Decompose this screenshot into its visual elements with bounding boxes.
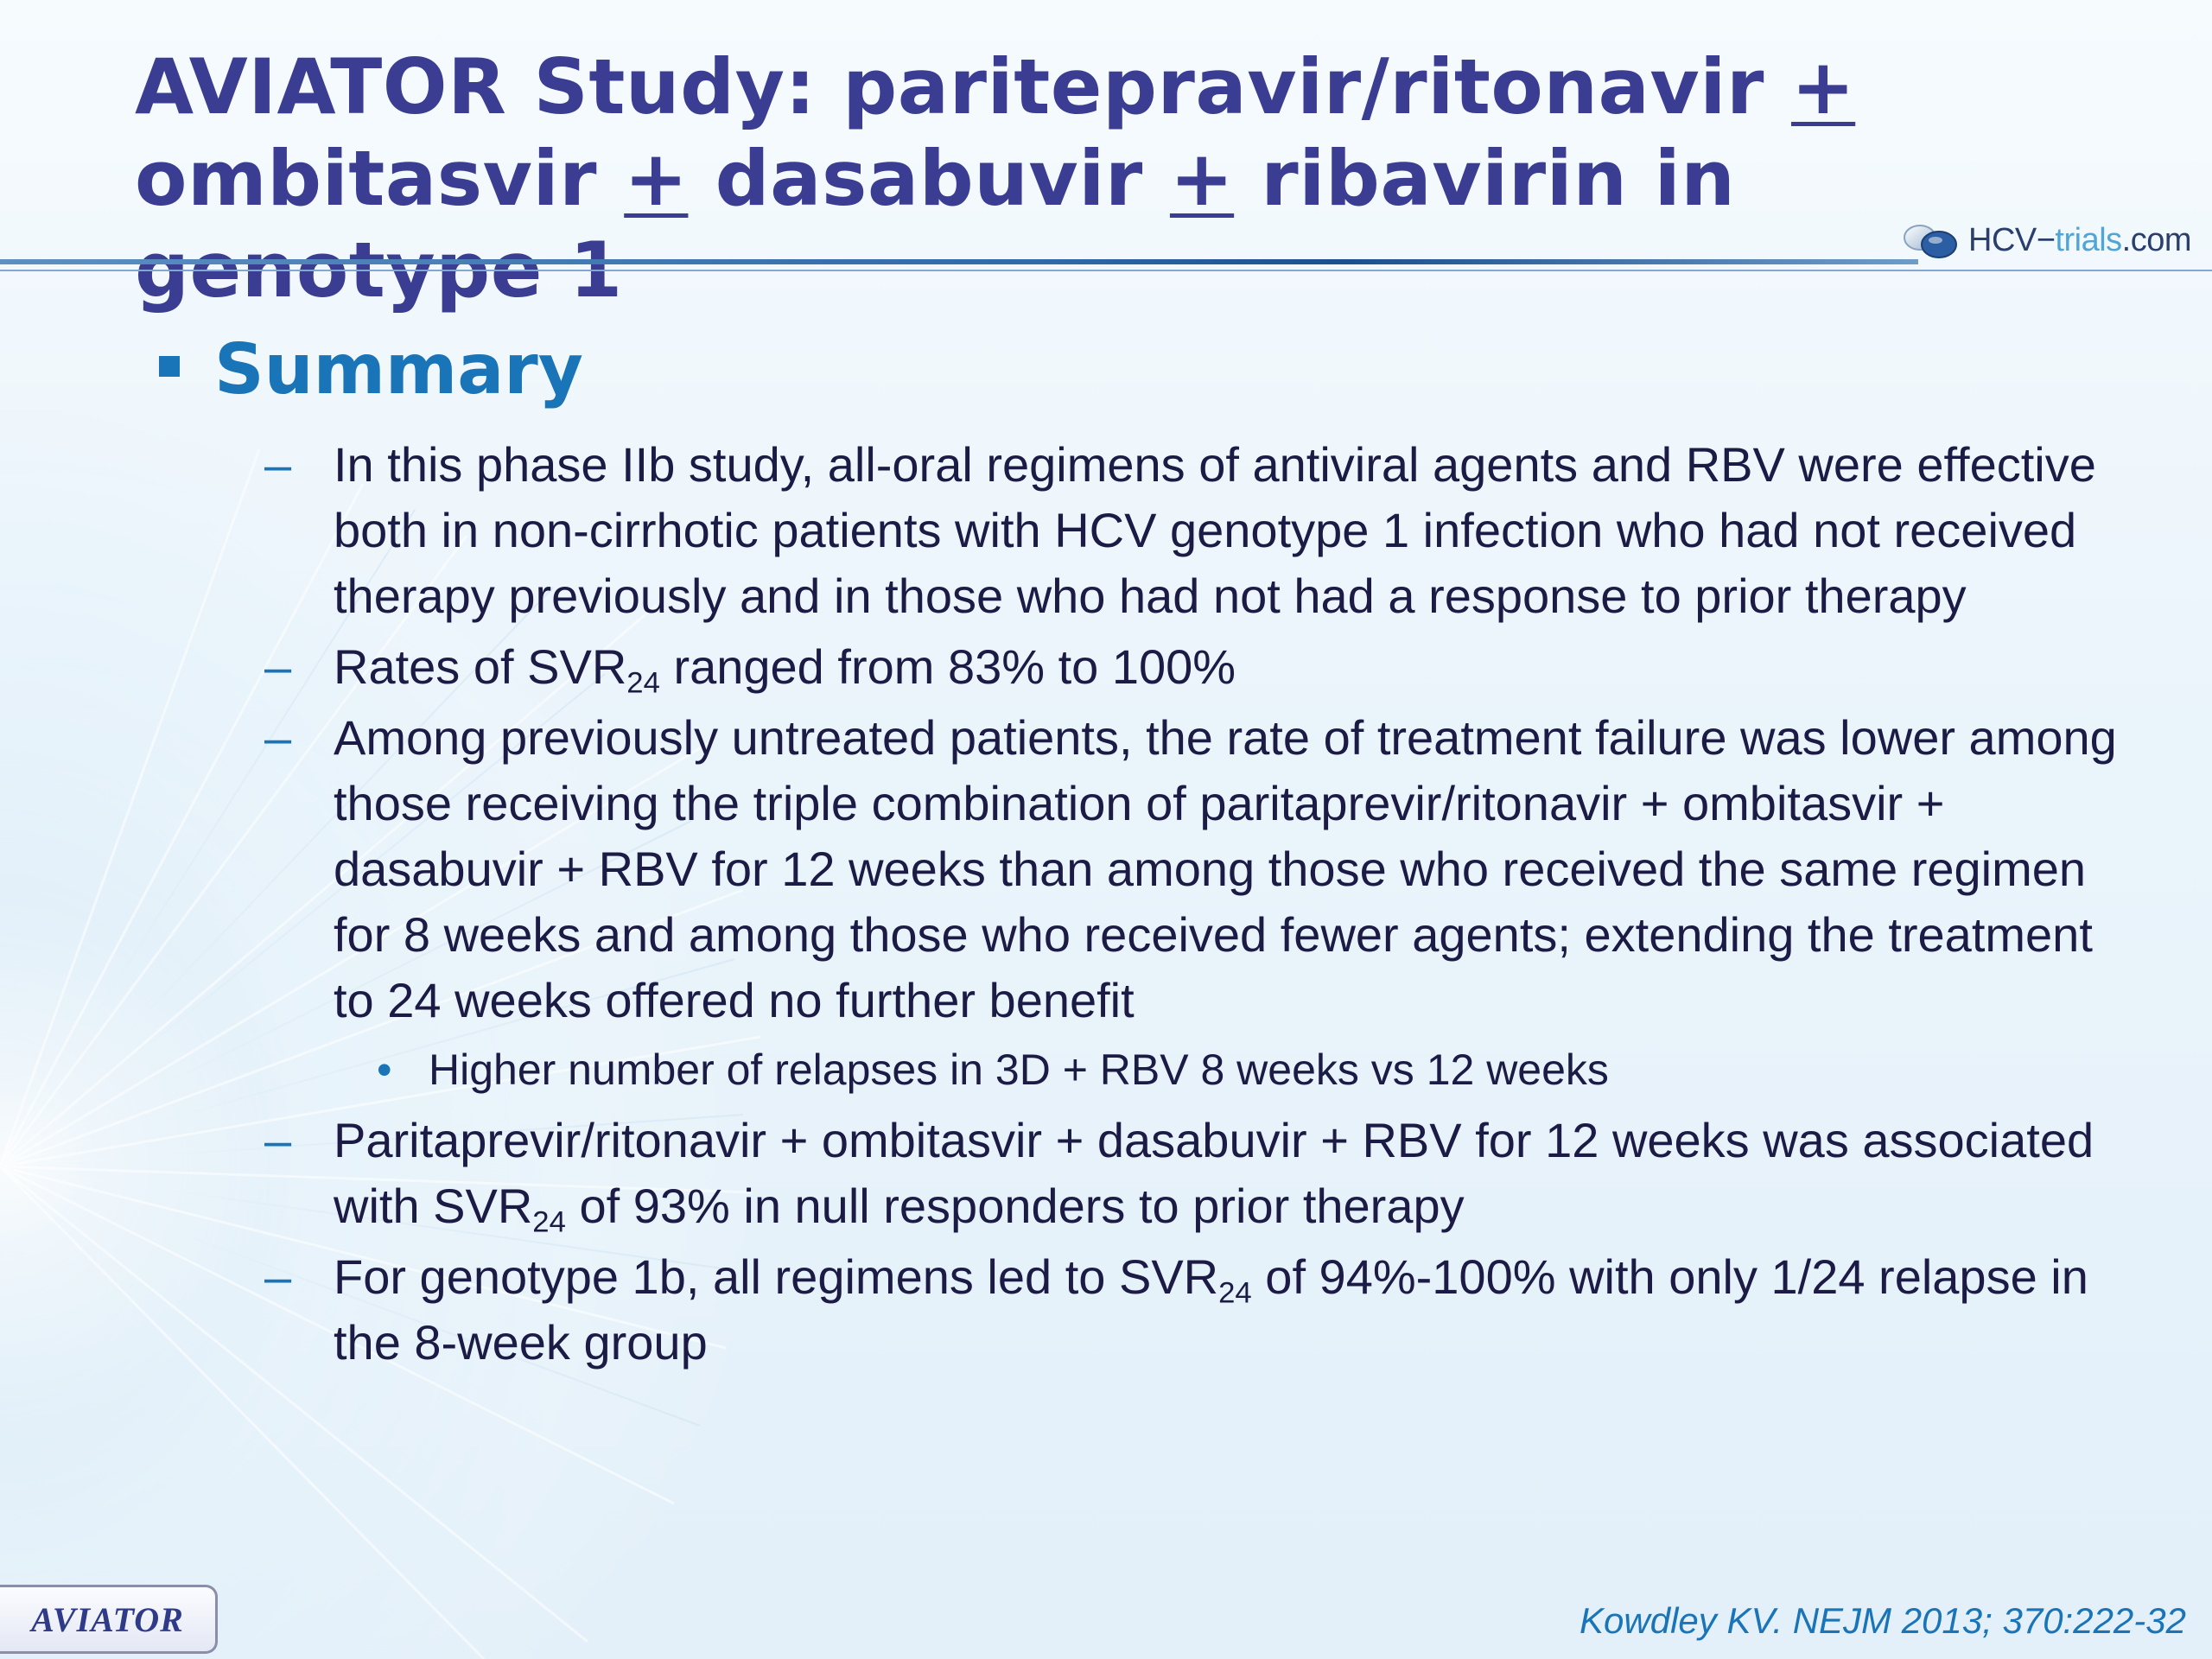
slide-title xyxy=(135,41,2122,316)
plus-minus-symbol: + xyxy=(624,134,689,223)
summary-item xyxy=(259,634,2126,700)
subscript: 24 xyxy=(626,666,660,700)
plus-minus-symbol: + xyxy=(1169,134,1235,223)
dash-bullet: – xyxy=(264,1113,292,1167)
item-text: Paritaprevir/ritonavir + ombitasvir + dasabuvir + RBV for 12 weeks was associated with SVR xyxy=(334,1113,2094,1233)
section-heading: Summary xyxy=(214,329,583,410)
dash-bullet: – xyxy=(264,639,292,694)
square-bullet-icon xyxy=(159,356,180,377)
logo-suffix: .com xyxy=(2121,221,2192,258)
title-line1-text: AVIATOR Study: paritepravir/ritonavir xyxy=(135,42,1791,131)
dot-bullet: • xyxy=(377,1046,392,1094)
pill-icon xyxy=(1901,219,1961,262)
item-text: Among previously untreated patients, the rate of treatment failure was lower among those receiving the triple combination of paritaprevir/ritonavir + ombitasvir + dasabuvir + RBV for 12 weeks than among those who received the same regimen for 8 weeks and among those who received fewer agents; extending the treatment to 24 weeks offered no further benefit xyxy=(334,710,2117,1027)
summary-item xyxy=(259,1108,2126,1239)
item-text: of 93% in null responders to prior therapy xyxy=(565,1179,1465,1233)
dash-bullet: – xyxy=(264,1249,292,1304)
item-text: In this phase IIb study, all-oral regimens of antiviral agents and RBV were effective both in non-cirrhotic patients with HCV genotype 1 infection who had not received therapy previously and in those who had not had a response to prior therapy xyxy=(334,437,2096,623)
summary-item xyxy=(259,1244,2126,1376)
logo-prefix: HCV− xyxy=(1968,221,2056,258)
plus-minus-symbol: + xyxy=(1790,42,1856,131)
title-divider xyxy=(0,259,1918,264)
title-line2-text-b: dasabuvir xyxy=(688,134,1170,223)
dash-bullet: – xyxy=(264,710,292,765)
summary-section xyxy=(159,327,583,413)
study-tag-label: AVIATOR xyxy=(31,1599,184,1639)
title-line2-text-a: ombitasvir xyxy=(135,134,625,223)
subitem-text: Higher number of relapses in 3D + RBV 8 weeks vs 12 weeks xyxy=(429,1046,1609,1094)
summary-item xyxy=(259,432,2126,629)
title-line2-text-c: ribavirin in xyxy=(1261,134,1736,223)
study-tag xyxy=(0,1585,218,1654)
summary-list xyxy=(259,432,2126,1381)
item-text: Rates of SVR xyxy=(334,639,627,694)
citation: Kowdley KV. NEJM 2013; 370:222-32 xyxy=(1580,1600,2186,1641)
summary-subitem xyxy=(259,1039,2126,1101)
subscript: 24 xyxy=(532,1205,566,1239)
item-text: ranged from 83% to 100% xyxy=(659,639,1236,694)
item-text: of 94%-100% with only 1/24 relapse in the 8-week group xyxy=(334,1249,2088,1370)
dash-bullet: – xyxy=(264,437,292,492)
subscript: 24 xyxy=(1218,1276,1252,1310)
title-divider-thin xyxy=(0,270,2212,271)
item-text: For genotype 1b, all regimens led to SVR xyxy=(334,1249,1219,1304)
logo-middle: trials xyxy=(2055,221,2122,258)
summary-item xyxy=(259,705,2126,1033)
logo-text xyxy=(1968,222,2191,259)
hcv-trials-logo xyxy=(1901,214,2191,266)
